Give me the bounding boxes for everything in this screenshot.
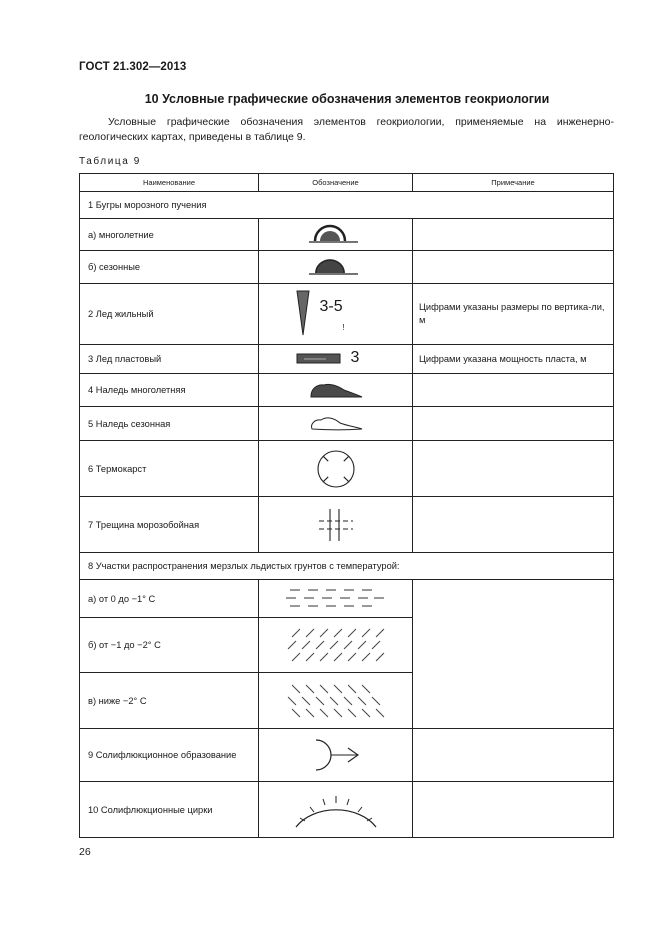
- row-name: а) от 0 до −1° С: [80, 580, 259, 618]
- row-name: 10 Солифлюкционные цирки: [80, 782, 259, 838]
- hummock-perennial-symbol: [306, 224, 366, 246]
- row-name: в) ниже −2° С: [80, 673, 259, 729]
- symbol-mark: !: [342, 323, 345, 332]
- vein-ice-wedge-symbol: [294, 289, 314, 337]
- row-name: 9 Солифлюкционное образование: [80, 729, 259, 782]
- row-name: 2 Лед жильный: [80, 284, 259, 345]
- thermokarst-circle-symbol: [313, 446, 359, 492]
- row-name: а) многолетние: [80, 219, 259, 251]
- row-name: 6 Термокарст: [80, 441, 259, 497]
- row-name: 5 Наледь сезонная: [80, 407, 259, 441]
- row-note: Цифрами указана мощность пласта, м: [413, 345, 614, 374]
- column-header-note: Примечание: [413, 174, 614, 192]
- dashes-pattern: [284, 586, 388, 612]
- naled-seasonal-symbol: [308, 414, 364, 434]
- row-note: Цифрами указаны размеры по вертика-ли, м: [413, 284, 614, 345]
- table-row: [80, 782, 614, 838]
- intro-paragraph: Условные графические обозначения элементов геокриологии, применяемые на инженерно-геологических картах, приведены в таблице 9.: [79, 116, 614, 143]
- table-header-row: [80, 174, 614, 192]
- row-name: 7 Трещина морозобойная: [80, 497, 259, 553]
- table-row: [80, 497, 614, 553]
- table-row: [80, 553, 614, 580]
- symbol-label: 3-5: [319, 298, 343, 315]
- table-row: [80, 407, 614, 441]
- naled-perennial-symbol: [308, 380, 364, 400]
- frost-crack-grid-symbol: [313, 505, 359, 545]
- table-row: [80, 219, 614, 251]
- hummock-seasonal-symbol: [306, 256, 366, 278]
- table-row: [80, 284, 614, 345]
- back-hatch-pattern: [284, 681, 388, 721]
- solifluction-arrow-symbol: [308, 735, 364, 775]
- table-row: [80, 580, 614, 618]
- symbol-label: 3: [350, 349, 360, 366]
- table-caption: Таблица 9: [79, 156, 141, 167]
- forward-hatch-pattern: [284, 625, 388, 665]
- row-name: б) от −1 до −2° С: [80, 618, 259, 673]
- row-name: 4 Наледь многолетняя: [80, 374, 259, 407]
- column-header-name: Наименование: [80, 174, 259, 192]
- symbols-table: [79, 173, 614, 838]
- row-name: 3 Лед пластовый: [80, 345, 259, 374]
- table-row: [80, 441, 614, 497]
- solifluction-cirque-arc-symbol: [286, 789, 386, 831]
- table-row: [80, 374, 614, 407]
- document-code-header: ГОСТ 21.302—2013: [79, 61, 187, 73]
- table-row: [80, 251, 614, 284]
- table-row: [80, 729, 614, 782]
- row-name: 1 Бугры морозного пучения: [80, 192, 614, 219]
- row-name: б) сезонные: [80, 251, 259, 284]
- column-header-symbol: Обозначение: [259, 174, 413, 192]
- sheet-ice-bar-symbol: [296, 353, 342, 365]
- section-title: 10 Условные графические обозначения элементов геокриологии: [144, 92, 550, 106]
- table-row: [80, 192, 614, 219]
- page-number: 26: [79, 846, 91, 858]
- row-name: 8 Участки распространения мерзлых льдистых грунтов с температурой:: [80, 553, 614, 580]
- table-row: [80, 345, 614, 374]
